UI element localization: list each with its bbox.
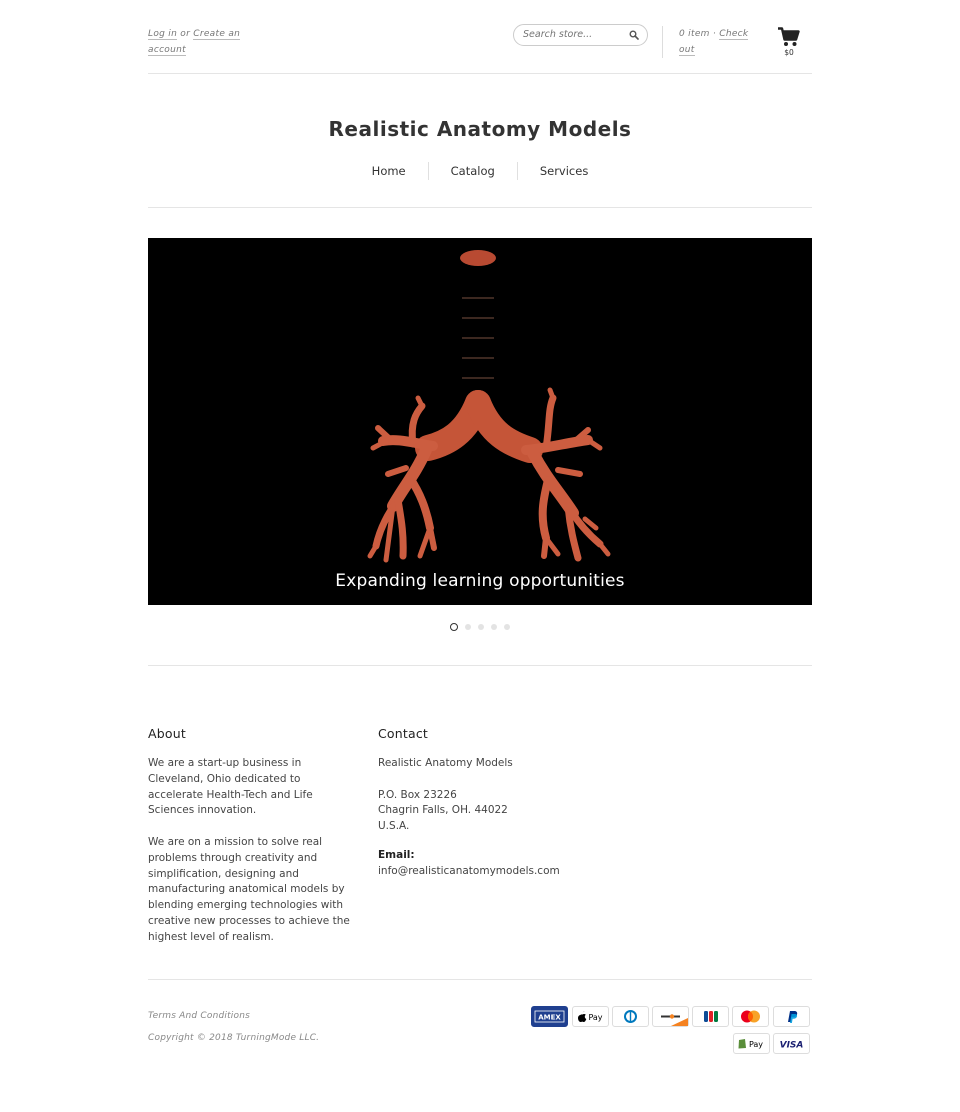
or-text: or: [180, 29, 191, 39]
address-line-3: U.S.A.: [378, 820, 410, 833]
about-paragraph-1: We are a start-up business in Cleveland, Ohio dedicated to accelerate Health-Tech and Life Sciences innovation.: [148, 757, 313, 817]
contact-heading: Contact: [378, 726, 429, 741]
cart-separator: ·: [712, 29, 717, 39]
jcb-icon: [692, 1006, 729, 1027]
apple-pay-text: Pay: [588, 1013, 603, 1022]
slide-dot-2[interactable]: [465, 624, 471, 630]
search-input[interactable]: [523, 29, 623, 40]
visa-text: VISA: [779, 1040, 804, 1051]
slide-caption: Expanding learning opportunities: [335, 571, 625, 591]
about-heading: About: [148, 726, 186, 741]
cart-total: $0: [784, 48, 794, 57]
contact-email-block: [378, 848, 628, 880]
address-line-1: P.O. Box 23226: [378, 788, 457, 801]
account-links: [148, 26, 258, 58]
about-section: [148, 726, 358, 946]
section-divider: [148, 665, 812, 666]
slide-dot-1[interactable]: [450, 623, 458, 631]
discover-icon: [652, 1006, 689, 1027]
hero-slide[interactable]: [148, 238, 812, 605]
slideshow-pagination: [0, 623, 960, 631]
legal-links: [148, 1005, 319, 1049]
header-divider: [662, 26, 663, 58]
apple-pay-icon: [572, 1006, 609, 1027]
mastercard-icon: [732, 1006, 769, 1027]
shopping-cart-icon[interactable]: [778, 27, 800, 47]
create-account-link[interactable]: Create an account: [148, 29, 241, 55]
site-title[interactable]: Realistic Anatomy Models: [328, 117, 632, 141]
bronchial-tree-model-image: [148, 238, 812, 605]
search-box: [513, 24, 648, 46]
contact-section: [378, 726, 628, 880]
paypal-icon: [773, 1006, 810, 1027]
slide-dot-5[interactable]: [504, 624, 510, 630]
cart-summary: [679, 26, 763, 58]
search-icon[interactable]: [629, 30, 639, 40]
shop-pay-text: Pay: [748, 1040, 764, 1049]
header-bar: [148, 24, 812, 74]
diners-club-icon: [612, 1006, 649, 1027]
cart-count: 0 item: [679, 29, 710, 39]
shop-pay-icon: [733, 1033, 770, 1054]
nav-item-services[interactable]: Services: [517, 162, 611, 180]
visa-icon: [773, 1033, 810, 1054]
main-nav: [148, 162, 812, 208]
email-label: Email:: [378, 848, 415, 861]
contact-company: Realistic Anatomy Models: [378, 757, 513, 769]
copyright-text: Copyright © 2018 TurningMode LLC.: [148, 1033, 320, 1043]
nav-item-catalog[interactable]: Catalog: [428, 162, 517, 180]
amex-icon: [531, 1006, 568, 1027]
terms-link[interactable]: Terms And Conditions: [148, 1011, 251, 1021]
checkout-link[interactable]: Check out: [679, 29, 749, 55]
email-link[interactable]: info@realisticanatomymodels.com: [378, 864, 560, 877]
slide-dot-4[interactable]: [491, 624, 497, 630]
address-line-2: Chagrin Falls, OH. 44022: [378, 804, 508, 817]
contact-address: [378, 788, 628, 835]
about-paragraph-2: We are on a mission to solve real problems through creativity and simplification, designing and manufacturing anatomical models by blending emerging technologies with creative new processes to achieve the highest level of realism.: [148, 835, 350, 943]
login-link[interactable]: Log in: [148, 29, 178, 39]
slide-dot-3[interactable]: [478, 624, 484, 630]
footer-divider: [148, 979, 812, 980]
amex-text: AMEX: [538, 1013, 561, 1022]
nav-item-home[interactable]: Home: [371, 164, 406, 178]
